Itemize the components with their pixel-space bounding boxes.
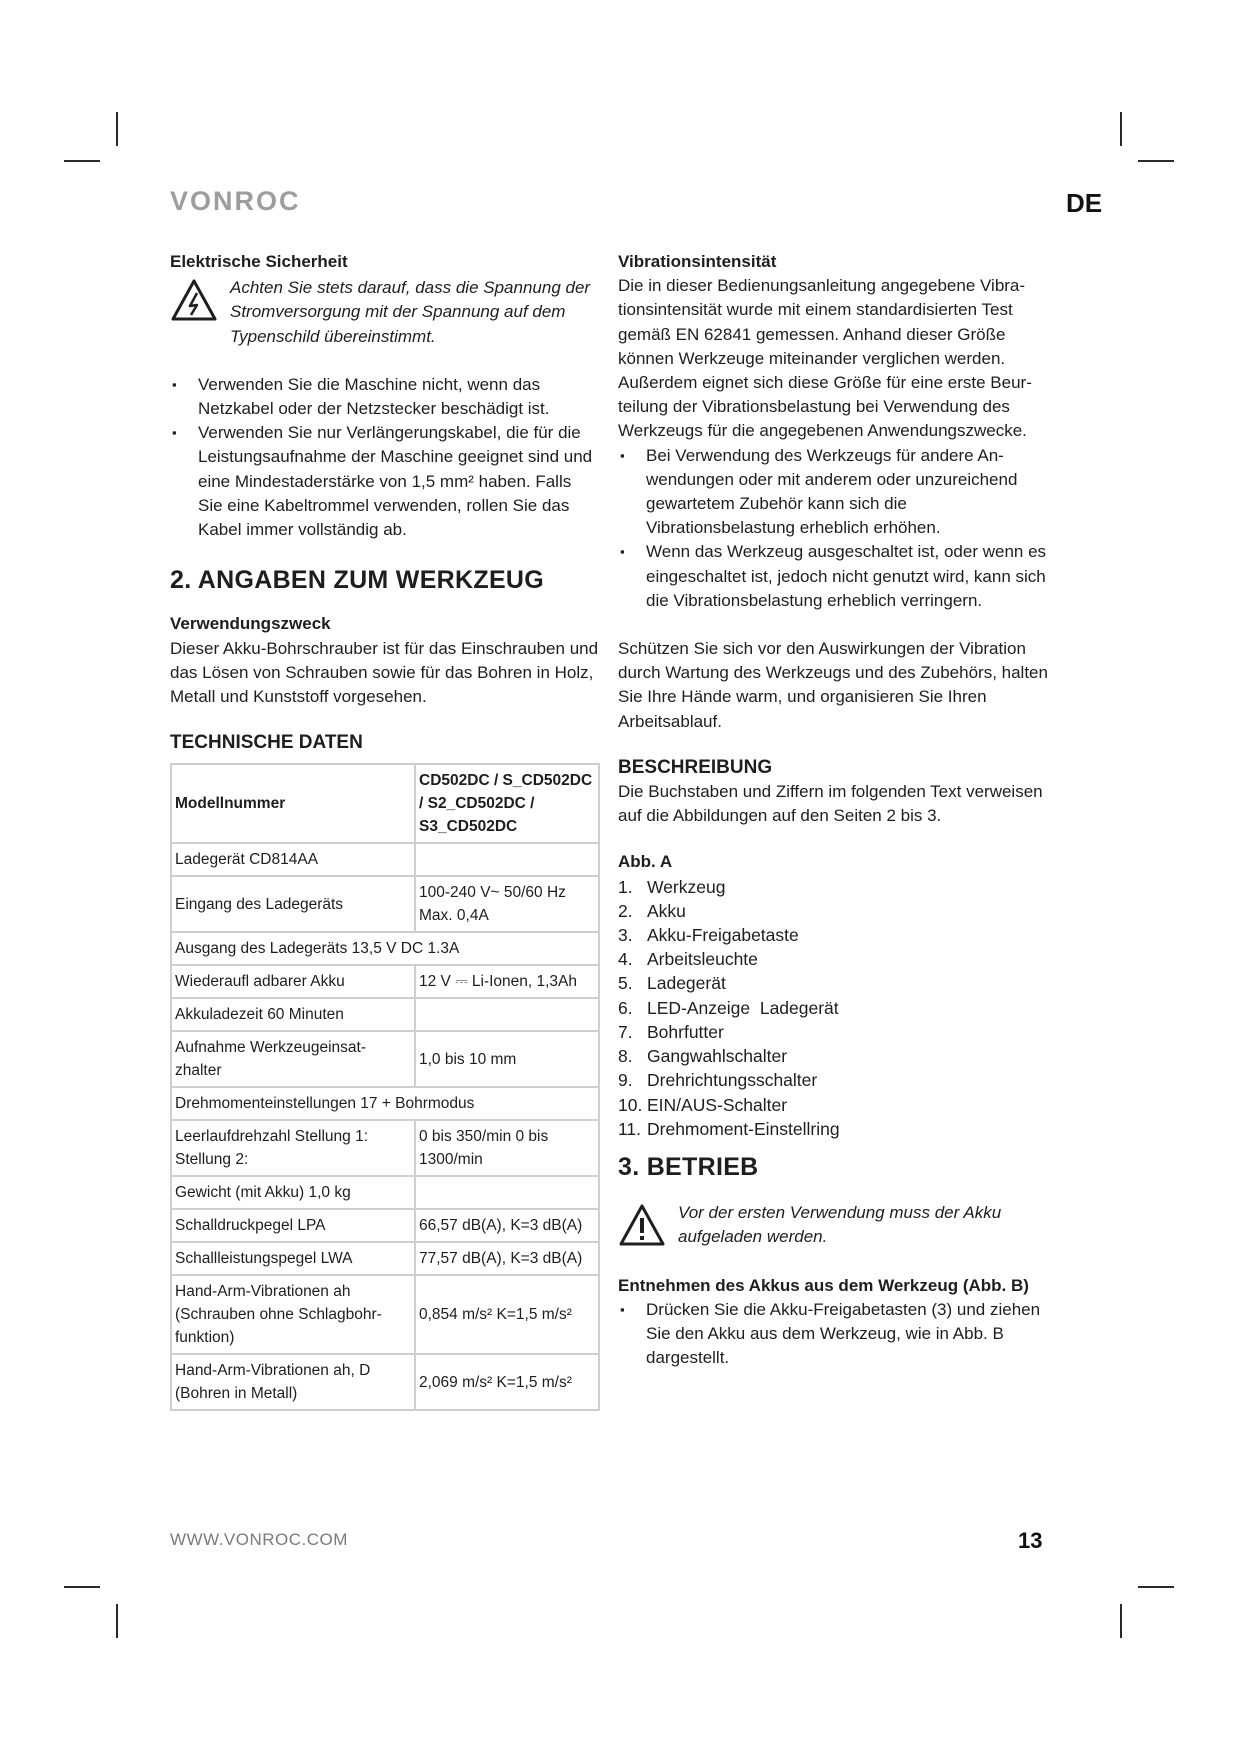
part-number: 4. <box>618 949 633 970</box>
table-cell: Ladegerät CD814AA <box>171 843 415 876</box>
list-item <box>618 899 1058 923</box>
part-number: 9. <box>618 1070 633 1091</box>
part-label: Arbeitsleuchte <box>647 949 758 970</box>
table-cell: Leerlaufdrehzahl Stellung 1: Stellung 2: <box>171 1120 415 1176</box>
table-cell: Gewicht (mit Akku) 1,0 kg <box>171 1176 415 1209</box>
part-number: 5. <box>618 973 633 994</box>
table-row <box>171 1354 599 1410</box>
table-cell <box>415 998 599 1031</box>
table-row <box>171 1087 599 1120</box>
table-cell: Wiederaufl adbarer Akku <box>171 965 415 998</box>
table-cell: 2,069 m/s² K=1,5 m/s² <box>415 1354 599 1410</box>
remove-battery-bullets <box>618 1298 1058 1371</box>
table-row <box>171 1209 599 1242</box>
crop-mark <box>116 1604 118 1638</box>
table-cell <box>415 843 599 876</box>
crop-mark <box>1120 112 1122 146</box>
crop-mark <box>1138 1586 1174 1588</box>
table-cell: 77,57 dB(A), K=3 dB(A) <box>415 1242 599 1275</box>
intended-use-text: Dieser Akku-Bohrschrauber ist für das Einschrauben und das Lösen von Schrauben sowie für das Bohren in Holz, Metall und Kunststoff vorgesehen. <box>170 638 599 707</box>
table-row <box>171 1242 599 1275</box>
part-number: 11. <box>618 1118 642 1139</box>
right-column <box>618 250 1058 1370</box>
figure-a-label: Abb. A <box>618 852 673 872</box>
part-number: 8. <box>618 1046 633 1067</box>
crop-mark <box>1138 160 1174 162</box>
list-item <box>618 1117 1058 1141</box>
list-item <box>618 875 1058 899</box>
part-number: 6. <box>618 997 633 1018</box>
table-row <box>171 965 599 998</box>
table-cell: Schalldruckpegel LPA <box>171 1209 415 1242</box>
list-item: ▪ Drücken Sie die Akku-Freigabetasten (3) und ziehen Sie den Akku aus dem Werkzeug, wie in Abb. B dargestellt. <box>618 1298 1058 1371</box>
table-cell: Schallleistungspegel LWA <box>171 1242 415 1275</box>
table-row <box>171 1176 599 1209</box>
part-number: 10. <box>618 1094 643 1115</box>
brand-logo: VONROC <box>170 186 301 216</box>
table-row <box>171 932 599 965</box>
description-text: Die Buchstaben und Ziffern im folgenden Text verweisen auf die Abbildungen auf den Seiten 2 bis 3. <box>618 782 1043 826</box>
language-tag: DE <box>1066 188 1103 218</box>
list-item: ▪ Verwenden Sie nur Verlängerungskabel, die für die Leistungsaufnahme der Maschine geeignet sind und eine Mindestaderstärke von 1,5 mm² haben. Falls Sie eine Kabeltrommel verwenden, rollen Sie das Kabel immer vollständig ab. <box>170 421 600 542</box>
part-number: 7. <box>618 1021 633 1042</box>
table-row <box>171 998 599 1031</box>
part-number: 2. <box>618 900 633 921</box>
description-title: BESCHREIBUNG <box>618 756 773 778</box>
crop-mark <box>1120 1604 1122 1638</box>
list-item <box>618 996 1058 1020</box>
crop-mark <box>64 1586 100 1588</box>
part-label: EIN/AUS-Schalter <box>647 1094 788 1115</box>
part-label: Ladegerät <box>647 973 726 994</box>
electrical-warning-text: Achten Sie stets darauf, dass die Spannung der Stromversorgung mit der Spannung auf dem Typenschild übereinstimmt. <box>230 278 591 346</box>
list-item <box>618 923 1058 947</box>
electrical-bullets <box>170 373 600 542</box>
table-cell: 0 bis 350/min 0 bis 1300/min <box>415 1120 599 1176</box>
part-label: Akku <box>647 900 686 921</box>
electrical-warning <box>170 276 600 349</box>
intended-use-title: Verwendungszweck <box>170 614 331 634</box>
parts-list <box>618 875 1058 1141</box>
section-3-title: 3. BETRIEB <box>618 1152 759 1181</box>
table-row <box>171 1031 599 1087</box>
list-item <box>618 947 1058 971</box>
vibration-text: Die in dieser Bedienungsanleitung angegebene Vibra-tionsintensität wurde mit einem standardisierten Test gemäß EN 62841 gemessen. Anhand dieser Größe können Werkzeuge miteinander verglichen werden. Außerdem eignet sich diese Größe für eine erste Beur-teilung der Vibrationsbelastung bei Verwendung des Werkzeugs für die angegebenen Anwendungszwecke. <box>618 276 1032 441</box>
remove-battery-title: Entnehmen des Akkus aus dem Werkzeug (Abb. B) <box>618 1275 1029 1295</box>
part-label: LED-Anzeige Ladegerät <box>647 997 839 1018</box>
operation-warning-text: Vor der ersten Verwendung muss der Akku aufgeladen werden. <box>678 1203 1002 1247</box>
tech-data-title: TECHNISCHE DATEN <box>170 732 363 754</box>
vibration-bullets <box>618 444 1058 613</box>
table-row <box>171 876 599 932</box>
part-label: Akku-Freigabetaste <box>647 925 799 946</box>
part-label: Gangwahlschalter <box>647 1046 788 1067</box>
table-cell: Akkuladezeit 60 Minuten <box>171 998 415 1031</box>
part-label: Bohrfutter <box>647 1021 724 1042</box>
list-item: ▪ Verwenden Sie die Maschine nicht, wenn das Netzkabel oder der Netzstecker beschädigt ist. <box>170 373 600 421</box>
list-item: ▪ Wenn das Werkzeug ausgeschaltet ist, oder wenn es eingeschaltet ist, jedoch nicht genutzt wird, kann sich die Vibrationsbelastung erheblich verringern. <box>618 540 1058 613</box>
table-row <box>171 764 599 843</box>
tech-data-table <box>170 763 600 1411</box>
caution-warning-icon <box>618 1203 666 1247</box>
table-cell: 0,854 m/s² K=1,5 m/s² <box>415 1275 599 1354</box>
part-label: Drehmoment-Einstellring <box>647 1118 840 1139</box>
table-cell: Hand-Arm-Vibrationen ah, D (Bohren in Metall) <box>171 1354 415 1410</box>
page-number: 13 <box>1018 1528 1043 1553</box>
table-cell: Aufnahme Werkzeugeinsat-zhalter <box>171 1031 415 1087</box>
section-2-title: 2. ANGABEN ZUM WERKZEUG <box>170 566 545 595</box>
vibration-title: Vibrationsintensität <box>618 252 777 271</box>
part-label: Werkzeug <box>647 876 726 897</box>
left-column <box>170 250 600 1411</box>
crop-mark <box>116 112 118 146</box>
table-cell: 100-240 V~ 50/60 Hz Max. 0,4A <box>415 876 599 932</box>
table-cell: CD502DC / S_CD502DC / S2_CD502DC / S3_CD502DC <box>415 764 599 843</box>
electrical-safety-title: Elektrische Sicherheit <box>170 252 348 271</box>
table-cell: 1,0 bis 10 mm <box>415 1031 599 1087</box>
table-cell: 12 V ⎓ Li-Ionen, 1,3Ah <box>415 965 599 998</box>
list-item <box>618 1068 1058 1092</box>
list-item <box>618 1093 1058 1117</box>
footer-url: WWW.VONROC.COM <box>170 1530 348 1549</box>
table-row <box>171 843 599 876</box>
electric-warning-icon <box>170 278 218 322</box>
list-item <box>618 971 1058 995</box>
table-row <box>171 1275 599 1354</box>
table-cell: Ausgang des Ladegeräts 13,5 V DC 1.3A <box>171 932 599 965</box>
table-cell <box>415 1176 599 1209</box>
table-cell: 66,57 dB(A), K=3 dB(A) <box>415 1209 599 1242</box>
part-number: 3. <box>618 925 633 946</box>
table-cell: Hand-Arm-Vibrationen ah (Schrauben ohne Schlagbohr-funktion) <box>171 1275 415 1354</box>
table-cell: Modellnummer <box>171 764 415 843</box>
vibration-protect-text: Schützen Sie sich vor den Auswirkungen der Vibration durch Wartung des Werkzeugs und des Zubehörs, halten Sie Ihre Hände warm, und organisieren Sie Ihren Arbeitsablauf. <box>618 639 1048 731</box>
part-label: Drehrichtungsschalter <box>647 1070 818 1091</box>
list-item <box>618 1044 1058 1068</box>
part-number: 1. <box>618 876 633 897</box>
crop-mark <box>64 160 100 162</box>
table-cell: Drehmomenteinstellungen 17 + Bohrmodus <box>171 1087 599 1120</box>
operation-warning <box>618 1201 1058 1249</box>
list-item: ▪ Bei Verwendung des Werkzeugs für andere An-wendungen oder mit anderem oder unzureichend gewartetem Zubehör kann sich die Vibrationsbelastung erheblich erhöhen. <box>618 444 1058 541</box>
table-cell: Eingang des Ladegeräts <box>171 876 415 932</box>
table-row <box>171 1120 599 1176</box>
list-item <box>618 1020 1058 1044</box>
